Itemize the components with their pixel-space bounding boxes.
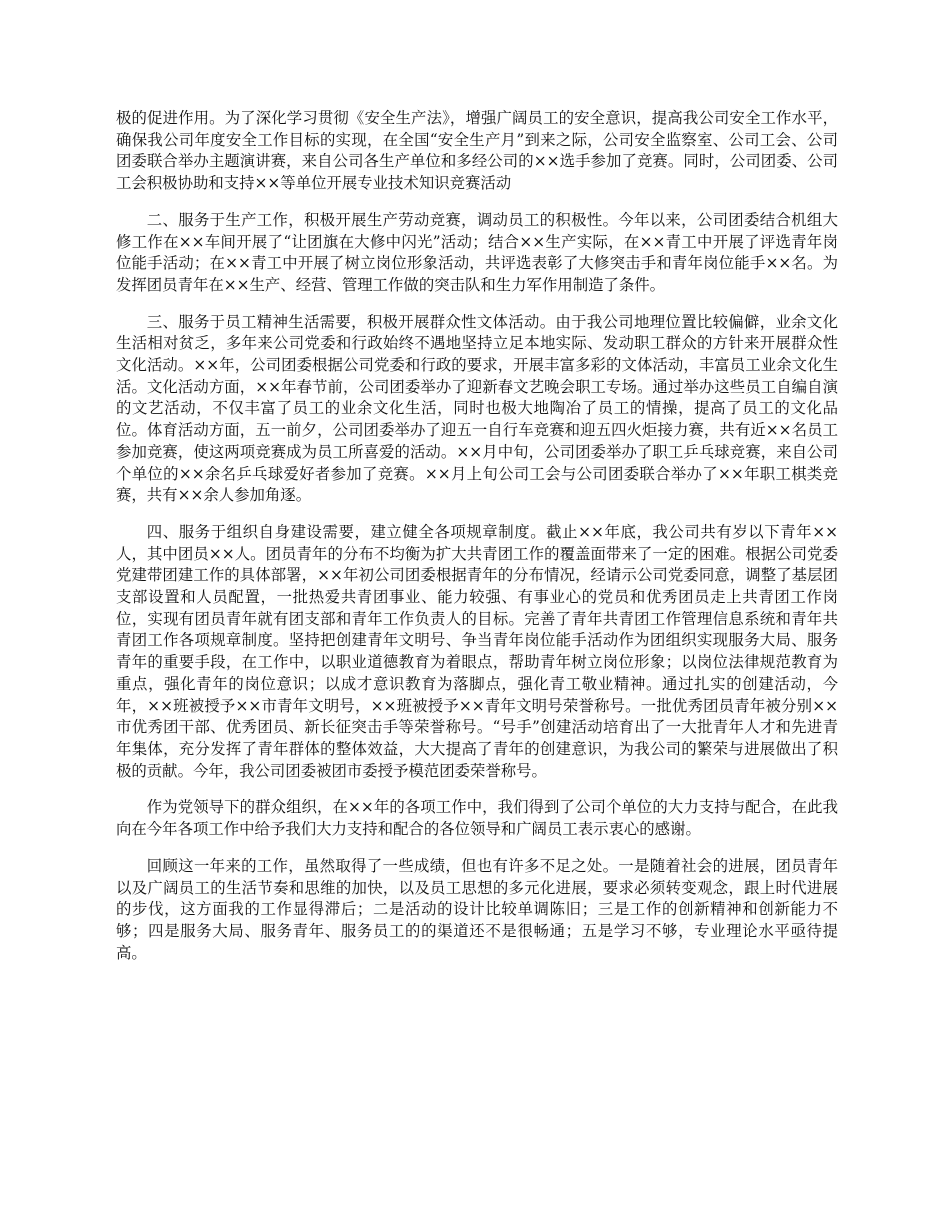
paragraph-cultural-activities: 三、服务于员工精神生活需要，积极开展群众性文体活动。由于我公司地理位置比较偏僻，业余文化生活相对贫乏，多年来公司党委和行政始终不遇地坚持立足本地实际、发动职工群众的方针来开展群众性文化活动。××年，公司团委根据公司党委和行政的要求，开展丰富多彩的文体活动，丰富员工业余文化生活。文化活动方面，××年春节前，公司团委举办了迎新春文艺晚会职工专场。通过举办这些员工自编自演的文艺活动，不仅丰富了员工的业余文化生活，同时也极大地陶冶了员工的情操，提高了员工的文化品位。体育活动方面，五一前夕，公司团委举办了迎五一自行车竞赛和迎五四火炬接力赛，共有近××名员工参加竞赛，使这两项竞赛成为员工所喜爱的活动。××月中旬，公司团委举办了职工乒乓球竞赛，来自公司个单位的××余名乒乓球爱好者参加了竞赛。××月上旬公司工会与公司团委联合举办了××年职工棋类竞赛，共有××余人参加角逐。 [116, 312, 838, 505]
paragraph-acknowledgement: 作为党领导下的群众组织，在××年的各项工作中，我们得到了公司个单位的大力支持与配合，在此我向在今年各项工作中给予我们大力支持和配合的各位领导和广阔员工表示衷心的感谢。 [116, 798, 838, 839]
paragraph-organization-building: 四、服务于组织自身建设需要，建立健全各项规章制度。截止××年底，我公司共有岁以下青年××人，其中团员××人。团员青年的分布不均衡为扩大共青团工作的覆盖面带来了一定的困难。根据公司党委党建带团建工作的具体部署，××年初公司团委根据青年的分布情况，经请示公司党委同意，调整了基层团支部设置和人员配置，一批热爱共青团事业、能力较强、有事业心的党员和优秀团员走上共青团工作岗位，实现有团员青年就有团支部和青年工作负责人的目标。完善了青年共青团工作管理信息系统和青年共青团工作各项规章制度。坚持把创建青年文明号、争当青年岗位能手活动作为团组织实现服务大局、服务青年的重要手段，在工作中，以职业道德教育为着眼点，帮助青年树立岗位形象；以岗位法律规范教育为重点，强化青年的岗位意识；以成才意识教育为落脚点，强化青工敬业精神。通过扎实的创建活动，今年，××班被授予××市青年文明号，××班被授予××青年文明号荣誉称号。一批优秀团员青年被分别××市优秀团干部、优秀团员、新长征突击手等荣誉称号。“号手”创建活动培育出了一大批青年人才和先进青年集体，充分发挥了青年群体的整体效益，大大提高了青年的创建意识，为我公司的繁荣与进展做出了积极的贡献。今年，我公司团委被团市委授予模范团委荣誉称号。 [116, 522, 838, 780]
paragraph-continuation: 极的促进作用。为了深化学习贯彻《安全生产法》，增强广阔员工的安全意识，提高我公司安全工作水平，确保我公司年度安全工作目标的实现，在全国“安全生产月”到来之际，公司安全监察室、公司工会、公司团委联合举办主题演讲赛，来自公司各生产单位和多经公司的××选手参加了竞赛。同时，公司团委、公司工会积极协助和支持××等单位开展专业技术知识竞赛活动 [116, 109, 838, 193]
document-body [116, 108, 838, 979]
paragraph-production-competition: 二、服务于生产工作，积极开展生产劳动竞赛，调动员工的积极性。今年以来，公司团委结合机组大修工作在××车间开展了“让团旗在大修中闪光”活动；结合××生产实际，在××青工中开展了评选青年岗位能手活动；在××青工中开展了树立岗位形象活动，共评选表彰了大修突击手和青年岗位能手××名。为发挥团员青年在××生产、经营、管理工作做的突击队和生力军作用制造了条件。 [116, 210, 838, 294]
paragraph-review-shortcomings: 回顾这一年来的工作，虽然取得了一些成绩，但也有许多不足之处。一是随着社会的进展，团员青年以及广阔员工的生活节奏和思维的加快，以及员工思想的多元化进展，要求必须转变观念，跟上时代进展的步伐，这方面我的工作显得滞后；二是活动的设计比较单调陈旧；三是工作的创新精神和创新能力不够；四是服务大局、服务青年、服务员工的的渠道还不是很畅通；五是学习不够，专业理论水平亟待提高。 [116, 856, 838, 962]
